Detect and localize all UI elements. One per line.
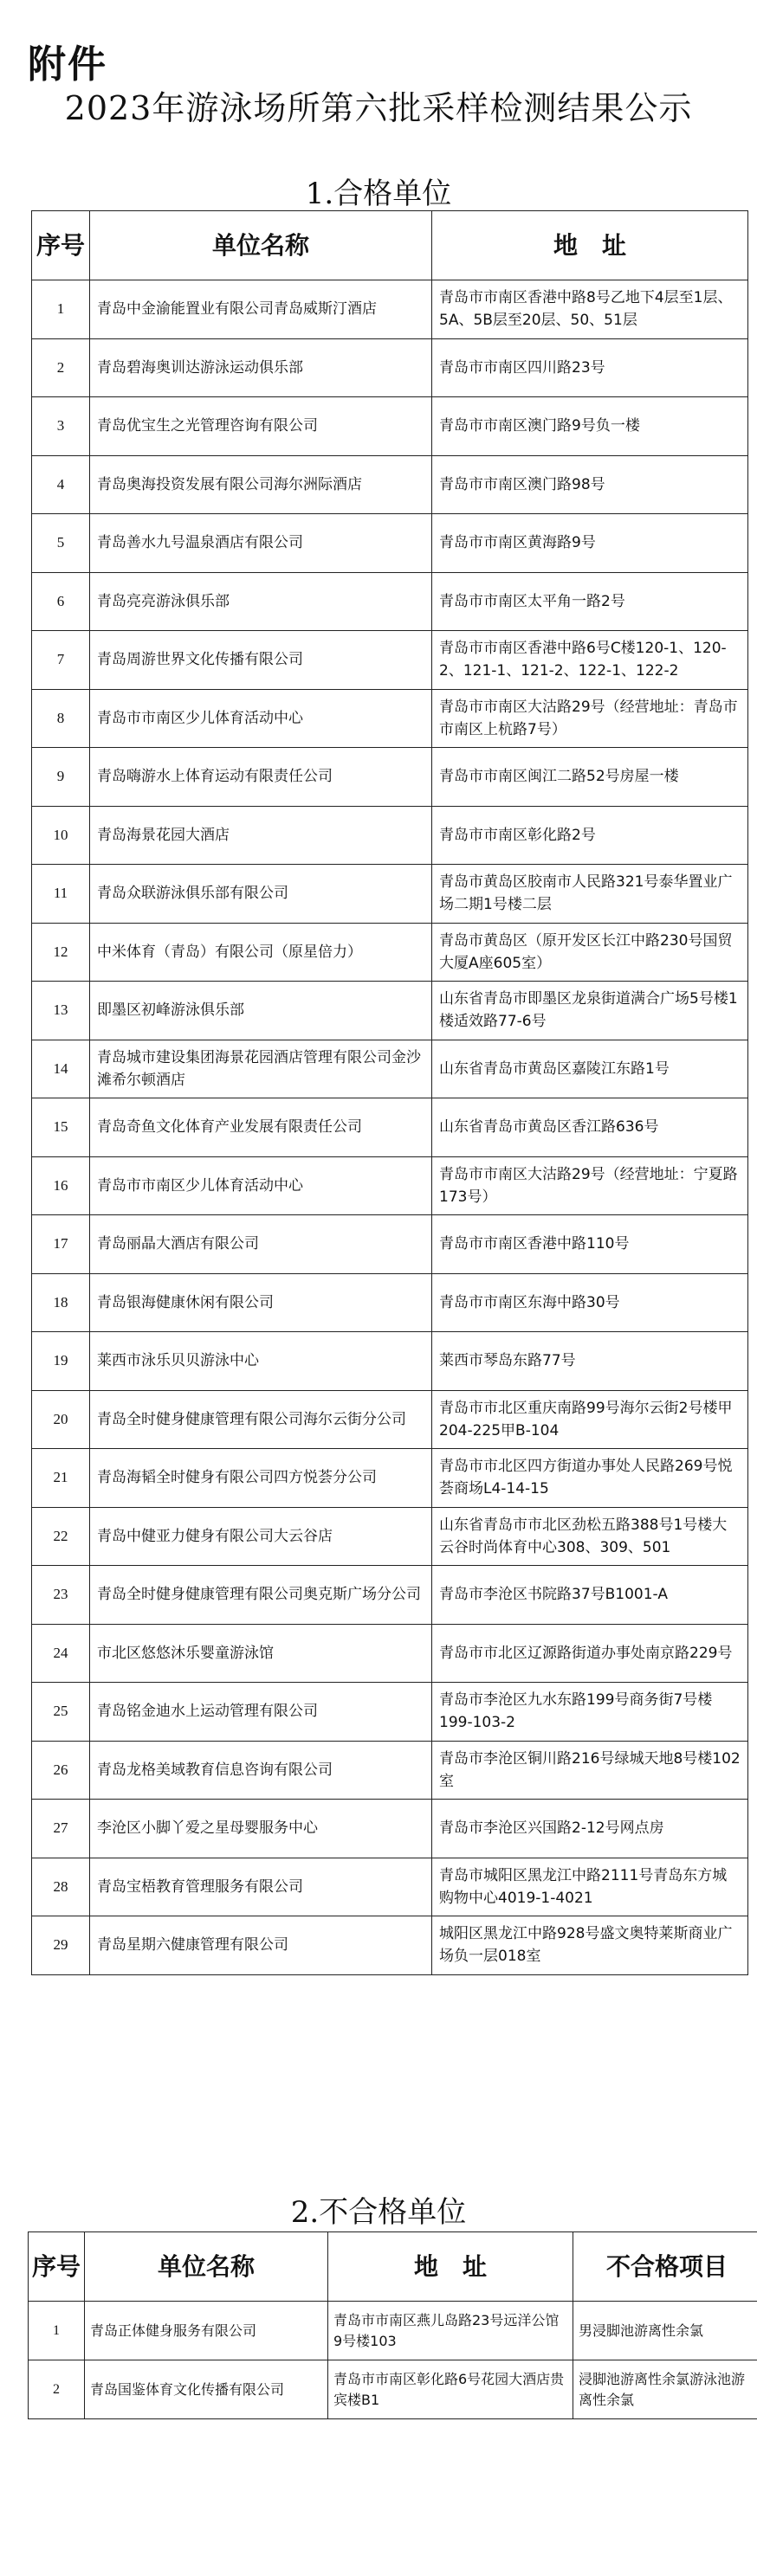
seq-cell: 13 (32, 982, 90, 1040)
unit-name-cell: 中米体育（青岛）有限公司（原星倍力） (90, 923, 432, 982)
seq-header: 序号 (32, 211, 90, 280)
table-row (32, 1273, 748, 1332)
seq-cell: 25 (32, 1683, 90, 1742)
seq-cell: 19 (32, 1332, 90, 1391)
table-row (32, 1683, 748, 1742)
unit-name-cell: 青岛众联游泳俱乐部有限公司 (90, 865, 432, 924)
unit-name-cell: 青岛海韬全时健身有限公司四方悦荟分公司 (90, 1449, 432, 1508)
seq-cell: 26 (32, 1741, 90, 1800)
table-row (32, 1858, 748, 1916)
failed-item-cell: 男浸脚池游离性余氯 (573, 2302, 757, 2360)
address-cell: 青岛市市南区澳门路9号负一楼 (432, 397, 748, 456)
table-row (32, 982, 748, 1040)
annex-label: 附件 (28, 42, 107, 87)
table-row (29, 2360, 757, 2419)
seq-cell: 29 (32, 1916, 90, 1975)
page-title: 2023年游泳场所第六批采样检测结果公示 (64, 89, 693, 127)
seq-cell: 23 (32, 1566, 90, 1625)
address-cell: 青岛市市南区澳门路98号 (432, 455, 748, 514)
seq-cell: 5 (32, 514, 90, 573)
seq-header: 序号 (29, 2232, 85, 2302)
seq-cell: 1 (29, 2302, 85, 2360)
address-cell: 城阳区黑龙江中路928号盛文奥特莱斯商业广场负一层018室 (432, 1916, 748, 1975)
table-row (32, 806, 748, 865)
unqualified-table-header (29, 2232, 757, 2302)
table-row (32, 1741, 748, 1800)
table-row (32, 455, 748, 514)
table-row (32, 1156, 748, 1215)
unit-name-cell: 青岛星期六健康管理有限公司 (90, 1916, 432, 1975)
seq-cell: 2 (29, 2360, 85, 2419)
address-cell: 山东省青岛市市北区劲松五路388号1号楼大云谷时尚体育中心308、309、501 (432, 1507, 748, 1566)
table-row (32, 923, 748, 982)
table-row (32, 397, 748, 456)
address-header: 地 址 (328, 2232, 573, 2302)
seq-cell: 12 (32, 923, 90, 982)
address-cell: 青岛市李沧区九水东路199号商务街7号楼199-103-2 (432, 1683, 748, 1742)
address-cell: 青岛市城阳区黑龙江中路2111号青岛东方城购物中心4019-1-4021 (432, 1858, 748, 1916)
unit-name-cell: 青岛周游世界文化传播有限公司 (90, 631, 432, 690)
unit-name-cell: 李沧区小脚丫爱之星母婴服务中心 (90, 1800, 432, 1858)
unit-name-cell: 青岛奥海投资发展有限公司海尔洲际酒店 (90, 455, 432, 514)
address-cell: 山东省青岛市黄岛区香江路636号 (432, 1098, 748, 1157)
address-cell: 青岛市李沧区书院路37号B1001-A (432, 1566, 748, 1625)
unit-name-cell: 青岛海景花园大酒店 (90, 806, 432, 865)
table-row (32, 1390, 748, 1449)
seq-cell: 6 (32, 572, 90, 631)
address-cell: 青岛市黄岛区（原开发区长江中路230号国贸大厦A座605室） (432, 923, 748, 982)
seq-cell: 3 (32, 397, 90, 456)
unit-name-cell: 青岛亮亮游泳俱乐部 (90, 572, 432, 631)
seq-cell: 2 (32, 338, 90, 397)
seq-cell: 8 (32, 689, 90, 748)
address-cell: 青岛市市南区彰化路2号 (432, 806, 748, 865)
unit-name-cell: 青岛全时健身健康管理有限公司奥克斯广场分公司 (90, 1566, 432, 1625)
unqualified-table (28, 2231, 757, 2419)
seq-cell: 18 (32, 1273, 90, 1332)
seq-cell: 9 (32, 748, 90, 807)
table-row (32, 1507, 748, 1566)
address-cell: 青岛市市南区黄海路9号 (432, 514, 748, 573)
unit-name-cell: 青岛中金渝能置业有限公司青岛威斯汀酒店 (90, 280, 432, 339)
address-cell: 青岛市黄岛区胶南市人民路321号泰华置业广场二期1号楼二层 (432, 865, 748, 924)
unit-name-cell: 青岛宝梧教育管理服务有限公司 (90, 1858, 432, 1916)
name-header: 单位名称 (85, 2232, 328, 2302)
qualified-table-header (32, 211, 748, 280)
address-cell: 青岛市市南区香港中路8号乙地下4层至1层、5A、5B层至20层、50、51层 (432, 280, 748, 339)
address-cell: 青岛市市南区香港中路110号 (432, 1215, 748, 1274)
address-cell: 青岛市市南区太平角一路2号 (432, 572, 748, 631)
qualified-section-title: 1.合格单位 (305, 177, 452, 211)
table-row (32, 572, 748, 631)
table-row (32, 1624, 748, 1683)
seq-cell: 7 (32, 631, 90, 690)
unit-name-cell: 青岛丽晶大酒店有限公司 (90, 1215, 432, 1274)
address-cell: 山东省青岛市黄岛区嘉陵江东路1号 (432, 1040, 748, 1098)
address-cell: 青岛市市南区东海中路30号 (432, 1273, 748, 1332)
unit-name-cell: 青岛市市南区少儿体育活动中心 (90, 689, 432, 748)
address-cell: 青岛市市南区香港中路6号C楼120-1、120-2、121-1、121-2、122-1、122-2 (432, 631, 748, 690)
address-cell: 青岛市市南区四川路23号 (432, 338, 748, 397)
seq-cell: 16 (32, 1156, 90, 1215)
address-cell: 青岛市李沧区兴国路2-12号网点房 (432, 1800, 748, 1858)
unit-name-cell: 青岛嗨游水上体育运动有限责任公司 (90, 748, 432, 807)
seq-cell: 14 (32, 1040, 90, 1098)
unit-name-cell: 青岛优宝生之光管理咨询有限公司 (90, 397, 432, 456)
unit-name-cell: 青岛碧海奥训达游泳运动俱乐部 (90, 338, 432, 397)
unit-name-cell: 青岛中健亚力健身有限公司大云谷店 (90, 1507, 432, 1566)
failed-item-cell: 浸脚池游离性余氯游泳池游离性余氯 (573, 2360, 757, 2419)
table-row (32, 1332, 748, 1391)
unit-name-cell: 青岛银海健康休闲有限公司 (90, 1273, 432, 1332)
table-row (32, 1449, 748, 1508)
address-cell: 青岛市市北区重庆南路99号海尔云街2号楼甲204-225甲B-104 (432, 1390, 748, 1449)
unit-name-cell: 市北区悠悠沐乐婴童游泳馆 (90, 1624, 432, 1683)
seq-cell: 15 (32, 1098, 90, 1157)
seq-cell: 20 (32, 1390, 90, 1449)
table-row (32, 1215, 748, 1274)
seq-cell: 1 (32, 280, 90, 339)
address-cell: 山东省青岛市即墨区龙泉街道满合广场5号楼1楼适效路77-6号 (432, 982, 748, 1040)
table-row (32, 1098, 748, 1157)
table-row (32, 1800, 748, 1858)
address-cell: 青岛市市南区燕儿岛路23号远洋公馆9号楼103 (328, 2302, 573, 2360)
table-row (32, 865, 748, 924)
qualified-table (31, 210, 748, 1975)
table-row (32, 1040, 748, 1098)
unit-name-cell: 青岛善水九号温泉酒店有限公司 (90, 514, 432, 573)
unqualified-section-title: 2.不合格单位 (290, 2195, 467, 2230)
failed-item-header: 不合格项目 (573, 2232, 757, 2302)
unit-name-cell: 青岛铭金迪水上运动管理有限公司 (90, 1683, 432, 1742)
address-cell: 青岛市市南区闽江二路52号房屋一楼 (432, 748, 748, 807)
table-row (32, 748, 748, 807)
seq-cell: 22 (32, 1507, 90, 1566)
table-row (32, 1566, 748, 1625)
address-cell: 青岛市李沧区铜川路216号绿城天地8号楼102室 (432, 1741, 748, 1800)
table-row (32, 631, 748, 690)
seq-cell: 11 (32, 865, 90, 924)
address-cell: 青岛市市北区辽源路街道办事处南京路229号 (432, 1624, 748, 1683)
table-row (32, 514, 748, 573)
unit-name-cell: 青岛市市南区少儿体育活动中心 (90, 1156, 432, 1215)
seq-cell: 17 (32, 1215, 90, 1274)
unit-name-cell: 青岛正体健身服务有限公司 (85, 2302, 328, 2360)
seq-cell: 27 (32, 1800, 90, 1858)
seq-cell: 21 (32, 1449, 90, 1508)
unit-name-cell: 莱西市泳乐贝贝游泳中心 (90, 1332, 432, 1391)
unit-name-cell: 青岛全时健身健康管理有限公司海尔云街分公司 (90, 1390, 432, 1449)
address-cell: 青岛市市北区四方街道办事处人民路269号悦荟商场L4-14-15 (432, 1449, 748, 1508)
table-row (32, 338, 748, 397)
table-row (32, 689, 748, 748)
seq-cell: 28 (32, 1858, 90, 1916)
unit-name-cell: 青岛城市建设集团海景花园酒店管理有限公司金沙滩希尔顿酒店 (90, 1040, 432, 1098)
unit-name-cell: 青岛奇鱼文化体育产业发展有限责任公司 (90, 1098, 432, 1157)
seq-cell: 4 (32, 455, 90, 514)
address-cell: 青岛市市南区彰化路6号花园大酒店贵宾楼B1 (328, 2360, 573, 2419)
unit-name-cell: 青岛龙格美域教育信息咨询有限公司 (90, 1741, 432, 1800)
address-header: 地 址 (432, 211, 748, 280)
table-row (32, 1916, 748, 1975)
address-cell: 青岛市市南区大沽路29号（经营地址：宁夏路173号） (432, 1156, 748, 1215)
address-cell: 青岛市市南区大沽路29号（经营地址：青岛市市南区上杭路7号） (432, 689, 748, 748)
name-header: 单位名称 (90, 211, 432, 280)
unit-name-cell: 即墨区初峰游泳俱乐部 (90, 982, 432, 1040)
table-row (32, 280, 748, 339)
seq-cell: 10 (32, 806, 90, 865)
table-row (29, 2302, 757, 2360)
address-cell: 莱西市琴岛东路77号 (432, 1332, 748, 1391)
seq-cell: 24 (32, 1624, 90, 1683)
unit-name-cell: 青岛国鉴体育文化传播有限公司 (85, 2360, 328, 2419)
